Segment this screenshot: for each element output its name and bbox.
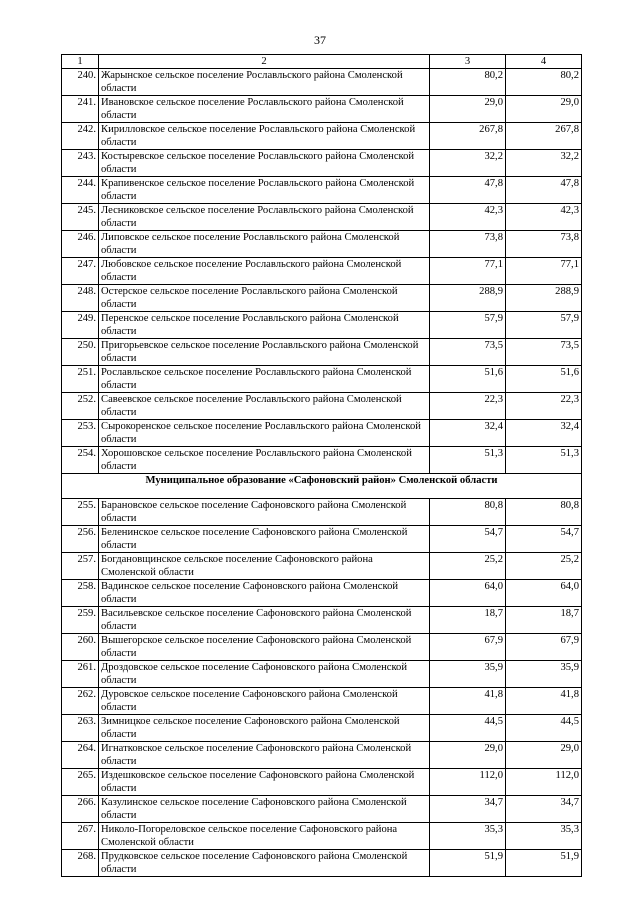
row-number: 248. (62, 285, 99, 312)
row-number: 268. (62, 850, 99, 877)
table-row (62, 580, 582, 607)
row-number: 243. (62, 150, 99, 177)
value-col-3: 51,3 (430, 447, 506, 474)
value-col-4: 35,3 (506, 823, 582, 850)
settlement-name: Издешковское сельское поселение Сафоновского района Смоленской области (99, 769, 430, 796)
settlement-name: Вышегорское сельское поселение Сафоновского района Смоленской области (99, 634, 430, 661)
allocation-table (61, 54, 582, 877)
value-col-4: 80,8 (506, 499, 582, 526)
value-col-4: 47,8 (506, 177, 582, 204)
value-col-3: 42,3 (430, 204, 506, 231)
page-number: 37 (314, 33, 326, 47)
value-col-4: 41,8 (506, 688, 582, 715)
settlement-name: Липовское сельское поселение Рославльского района Смоленской области (99, 231, 430, 258)
section-row (62, 474, 582, 499)
settlement-name: Лесниковское сельское поселение Рославльского района Смоленской области (99, 204, 430, 231)
settlement-name: Игнатковское сельское поселение Сафоновского района Смоленской области (99, 742, 430, 769)
row-number: 244. (62, 177, 99, 204)
value-col-3: 32,2 (430, 150, 506, 177)
value-col-4: 112,0 (506, 769, 582, 796)
settlement-name: Рославльское сельское поселение Рославльского района Смоленской области (99, 366, 430, 393)
value-col-3: 57,9 (430, 312, 506, 339)
settlement-name: Казулинское сельское поселение Сафоновского района Смоленской области (99, 796, 430, 823)
value-col-4: 64,0 (506, 580, 582, 607)
table-row (62, 69, 582, 96)
row-number: 264. (62, 742, 99, 769)
table-row (62, 177, 582, 204)
value-col-3: 29,0 (430, 742, 506, 769)
table-row (62, 553, 582, 580)
value-col-4: 51,9 (506, 850, 582, 877)
settlement-name: Дроздовское сельское поселение Сафоновского района Смоленской области (99, 661, 430, 688)
table-row (62, 366, 582, 393)
value-col-4: 34,7 (506, 796, 582, 823)
value-col-3: 35,3 (430, 823, 506, 850)
value-col-4: 77,1 (506, 258, 582, 285)
settlement-name: Хорошовское сельское поселение Рославльского района Смоленской области (99, 447, 430, 474)
value-col-3: 25,2 (430, 553, 506, 580)
value-col-3: 34,7 (430, 796, 506, 823)
row-number: 256. (62, 526, 99, 553)
value-col-3: 288,9 (430, 285, 506, 312)
settlement-name: Барановское сельское поселение Сафоновского района Смоленской области (99, 499, 430, 526)
settlement-name: Жарынское сельское поселение Рославльского района Смоленской области (99, 69, 430, 96)
table-row (62, 634, 582, 661)
table-row (62, 447, 582, 474)
value-col-4: 44,5 (506, 715, 582, 742)
row-number: 261. (62, 661, 99, 688)
row-number: 266. (62, 796, 99, 823)
value-col-3: 73,5 (430, 339, 506, 366)
row-number: 260. (62, 634, 99, 661)
settlement-name: Николо-Погореловское сельское поселение Сафоновского района Смоленской области (99, 823, 430, 850)
settlement-name: Любовское сельское поселение Рославльского района Смоленской области (99, 258, 430, 285)
row-number: 267. (62, 823, 99, 850)
value-col-4: 67,9 (506, 634, 582, 661)
value-col-4: 54,7 (506, 526, 582, 553)
value-col-3: 51,6 (430, 366, 506, 393)
row-number: 246. (62, 231, 99, 258)
value-col-3: 22,3 (430, 393, 506, 420)
table-row (62, 526, 582, 553)
value-col-4: 32,2 (506, 150, 582, 177)
row-number: 253. (62, 420, 99, 447)
row-number: 262. (62, 688, 99, 715)
table-row (62, 850, 582, 877)
value-col-3: 44,5 (430, 715, 506, 742)
row-number: 259. (62, 607, 99, 634)
value-col-3: 64,0 (430, 580, 506, 607)
value-col-4: 18,7 (506, 607, 582, 634)
header-col-1: 1 (62, 55, 99, 69)
table-row (62, 96, 582, 123)
value-col-3: 51,9 (430, 850, 506, 877)
row-number: 249. (62, 312, 99, 339)
settlement-name: Васильевское сельское поселение Сафоновского района Смоленской области (99, 607, 430, 634)
settlement-name: Дуровское сельское поселение Сафоновского района Смоленской области (99, 688, 430, 715)
settlement-name: Перенское сельское поселение Рославльского района Смоленской области (99, 312, 430, 339)
table-row (62, 204, 582, 231)
value-col-4: 35,9 (506, 661, 582, 688)
value-col-4: 57,9 (506, 312, 582, 339)
value-col-4: 73,5 (506, 339, 582, 366)
table-row (62, 796, 582, 823)
table-row (62, 393, 582, 420)
header-col-3: 3 (430, 55, 506, 69)
settlement-name: Савеевское сельское поселение Рославльского района Смоленской области (99, 393, 430, 420)
value-col-4: 22,3 (506, 393, 582, 420)
settlement-name: Остерское сельское поселение Рославльского района Смоленской области (99, 285, 430, 312)
settlement-name: Крапивенское сельское поселение Рославльского района Смоленской области (99, 177, 430, 204)
value-col-4: 29,0 (506, 96, 582, 123)
row-number: 252. (62, 393, 99, 420)
value-col-4: 267,8 (506, 123, 582, 150)
value-col-3: 67,9 (430, 634, 506, 661)
value-col-3: 80,8 (430, 499, 506, 526)
value-col-3: 54,7 (430, 526, 506, 553)
value-col-3: 267,8 (430, 123, 506, 150)
row-number: 241. (62, 96, 99, 123)
table-row (62, 312, 582, 339)
value-col-4: 51,6 (506, 366, 582, 393)
value-col-4: 42,3 (506, 204, 582, 231)
row-number: 242. (62, 123, 99, 150)
row-number: 245. (62, 204, 99, 231)
table-row (62, 661, 582, 688)
row-number: 247. (62, 258, 99, 285)
table-row (62, 258, 582, 285)
settlement-name: Прудковское сельское поселение Сафоновского района Смоленской области (99, 850, 430, 877)
row-number: 265. (62, 769, 99, 796)
settlement-name: Костыревское сельское поселение Рославльского района Смоленской области (99, 150, 430, 177)
table-row (62, 420, 582, 447)
value-col-4: 73,8 (506, 231, 582, 258)
settlement-name: Вадинское сельское поселение Сафоновского района Смоленской области (99, 580, 430, 607)
value-col-4: 29,0 (506, 742, 582, 769)
table-row (62, 769, 582, 796)
table-row (62, 499, 582, 526)
value-col-3: 35,9 (430, 661, 506, 688)
value-col-3: 32,4 (430, 420, 506, 447)
value-col-3: 80,2 (430, 69, 506, 96)
table-row (62, 823, 582, 850)
row-number: 250. (62, 339, 99, 366)
settlement-name: Ивановское сельское поселение Рославльского района Смоленской области (99, 96, 430, 123)
row-number: 240. (62, 69, 99, 96)
header-col-2: 2 (99, 55, 430, 69)
settlement-name: Беленинское сельское поселение Сафоновского района Смоленской области (99, 526, 430, 553)
header-col-4: 4 (506, 55, 582, 69)
table-row (62, 607, 582, 634)
value-col-3: 77,1 (430, 258, 506, 285)
value-col-4: 80,2 (506, 69, 582, 96)
row-number: 255. (62, 499, 99, 526)
settlement-name: Зимницкое сельское поселение Сафоновского района Смоленской области (99, 715, 430, 742)
section-title: Муниципальное образование «Сафоновский район» Смоленской области (62, 474, 582, 499)
settlement-name: Пригорьевское сельское поселение Рославльского района Смоленской области (99, 339, 430, 366)
table-header-row (62, 55, 582, 69)
table-row (62, 715, 582, 742)
value-col-4: 25,2 (506, 553, 582, 580)
table-row (62, 123, 582, 150)
table-row (62, 688, 582, 715)
table-row (62, 231, 582, 258)
value-col-4: 288,9 (506, 285, 582, 312)
value-col-3: 29,0 (430, 96, 506, 123)
value-col-4: 32,4 (506, 420, 582, 447)
value-col-3: 47,8 (430, 177, 506, 204)
row-number: 257. (62, 553, 99, 580)
table-row (62, 742, 582, 769)
table-row (62, 285, 582, 312)
value-col-3: 18,7 (430, 607, 506, 634)
value-col-3: 112,0 (430, 769, 506, 796)
row-number: 251. (62, 366, 99, 393)
row-number: 263. (62, 715, 99, 742)
row-number: 254. (62, 447, 99, 474)
value-col-3: 73,8 (430, 231, 506, 258)
table-row (62, 339, 582, 366)
settlement-name: Богдановщинское сельское поселение Сафоновского района Смоленской области (99, 553, 430, 580)
row-number: 258. (62, 580, 99, 607)
value-col-4: 51,3 (506, 447, 582, 474)
settlement-name: Кирилловское сельское поселение Рославльского района Смоленской области (99, 123, 430, 150)
table-row (62, 150, 582, 177)
value-col-3: 41,8 (430, 688, 506, 715)
settlement-name: Сырокоренское сельское поселение Рославльского района Смоленской области (99, 420, 430, 447)
